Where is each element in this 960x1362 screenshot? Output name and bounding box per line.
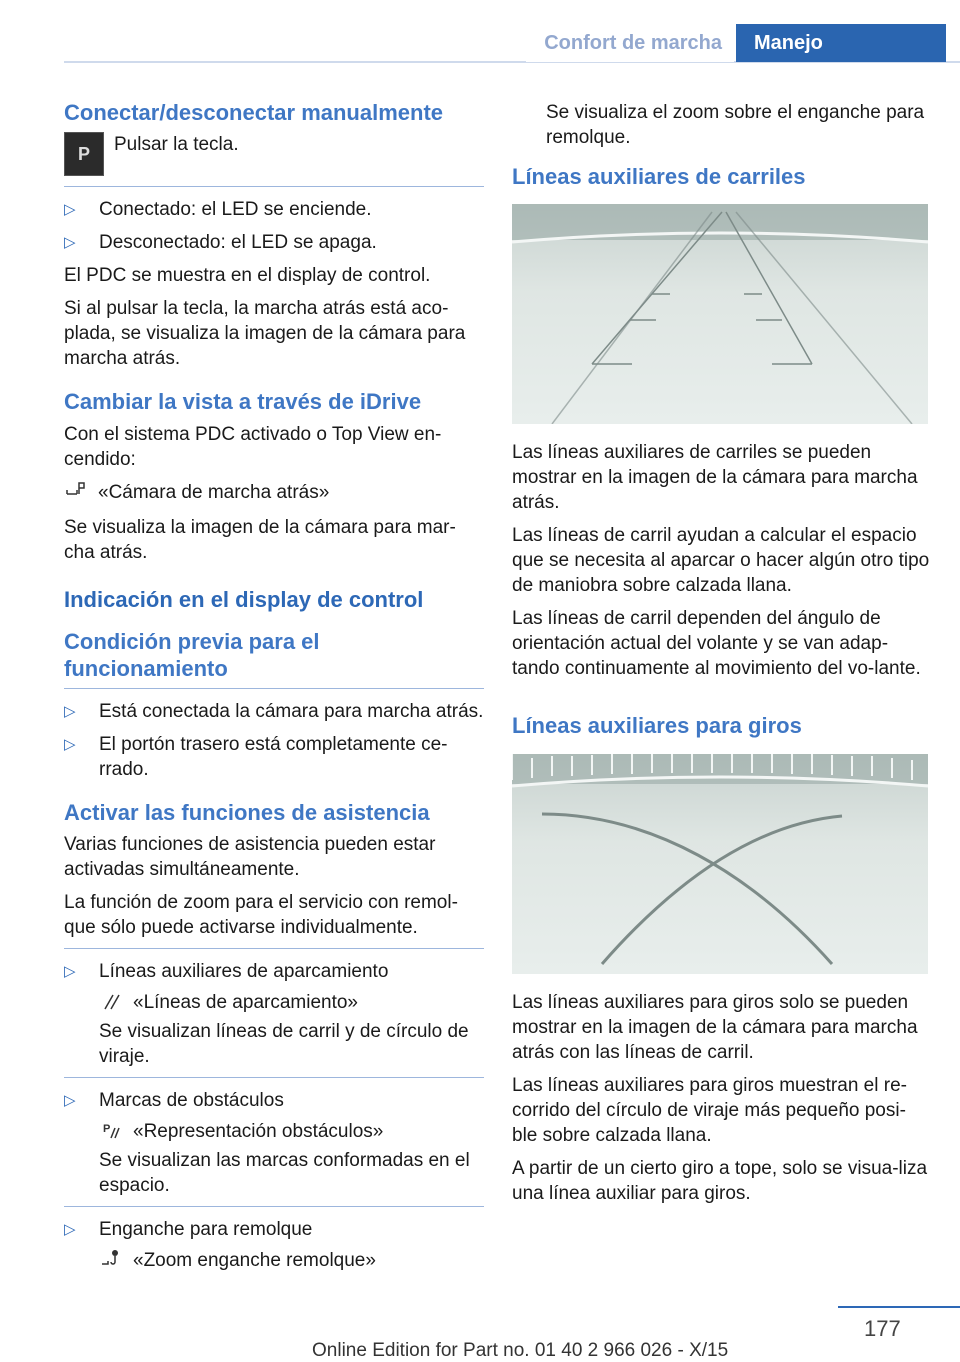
parking-lines-icon <box>99 990 123 1012</box>
list-item: ▷ Desconectado: el LED se apaga. <box>64 232 377 254</box>
list-item <box>64 959 484 1069</box>
press-key-row <box>64 132 484 176</box>
paragraph: Con el sistema PDC activado o Top View en-cendido: <box>64 423 442 470</box>
menu-row <box>99 1119 484 1144</box>
assist-label: Líneas auxiliares de aparcamiento <box>99 961 389 983</box>
heading-manual: Conectar/desconectar manualmente <box>64 100 444 125</box>
paragraph: Las líneas de carril ayudan a calcular el espacio que se necesita al aparcar o hacer algún otro tipo de maniobra sobre calzada llana. <box>512 525 930 597</box>
svg-text:P: P <box>103 1123 111 1136</box>
assist-label: Enganche para remolque <box>99 1219 313 1241</box>
bullet-icon: ▷ <box>64 201 76 219</box>
assist-label: Marcas de obstáculos <box>99 1090 284 1112</box>
paragraph: Las líneas de carril dependen del ángulo de orientación actual del volante y se van adap-tando continuamente al movimiento del vo-lante. <box>512 608 921 680</box>
chapter-tab[interactable]: Manejo <box>736 24 946 62</box>
heading-lane-lines: Líneas auxiliares de carriles <box>512 164 806 189</box>
page-number: 177 <box>864 1316 901 1341</box>
separator <box>64 186 484 187</box>
bullet-icon: ▷ <box>64 1221 76 1239</box>
online-edition-note: Online Edition for Part no. 01 40 2 966 026 - X/15 <box>312 1340 729 1361</box>
footer-rule <box>838 1306 960 1308</box>
menu-item-parking-lines[interactable]: «Líneas de aparcamiento» <box>133 992 358 1014</box>
menu-row <box>99 1248 484 1273</box>
bullet-icon: ▷ <box>64 735 76 753</box>
bullet-icon: ▷ <box>64 702 76 720</box>
menu-row <box>99 990 484 1015</box>
lane-lines-graphic <box>512 204 928 424</box>
paragraph: La función de zoom para el servicio con remol-que sólo puede activarse individualmente. <box>64 892 458 939</box>
paragraph: Varias funciones de asistencia pueden estar activadas simultáneamente. <box>64 834 436 881</box>
assist-desc: Se visualizan líneas de carril y de círculo de viraje. <box>99 1021 469 1068</box>
bullet-icon: ▷ <box>64 963 76 981</box>
heading-activate: Activar las funciones de asistencia <box>64 799 430 825</box>
right-column <box>512 100 930 1214</box>
heading-turn-lines: Líneas auxiliares para giros <box>512 713 802 739</box>
separator <box>64 1206 484 1207</box>
paragraph: El PDC se muestra en el display de control. <box>64 265 431 287</box>
heading-indication: Indicación en el display de control <box>64 586 424 612</box>
bullet-icon: ▷ <box>64 1092 76 1110</box>
list-item: ▷ Está conectada la cámara para marcha atrás. <box>64 700 484 722</box>
heading-change-view: Cambiar la vista a través de iDrive <box>64 389 422 415</box>
hitch-icon <box>99 1248 123 1270</box>
separator <box>64 948 484 949</box>
section-tab[interactable]: Confort de marcha <box>526 24 734 62</box>
paragraph: Las líneas auxiliares para giros solo se pueden mostrar en la imagen de la cámara para marcha atrás con las líneas de carril. <box>512 991 918 1063</box>
obstacle-icon <box>99 1119 123 1141</box>
lane-lines-image <box>512 204 928 424</box>
bullet-icon: ▷ <box>64 234 76 252</box>
pdc-key-icon: P <box>64 132 104 176</box>
assist-desc: Se visualizan las marcas conformadas en el espacio. <box>99 1150 470 1197</box>
paragraph: Las líneas auxiliares de carriles se pueden mostrar en la imagen de la cámara para marcha atrás. <box>512 442 918 514</box>
list-item: ▷ El portón trasero está completamente ce-rrado. <box>64 733 448 780</box>
press-key-text: Pulsar la tecla. <box>114 134 239 156</box>
camera-icon <box>64 480 88 502</box>
menu-item-camera[interactable]: «Cámara de marcha atrás» <box>98 481 330 503</box>
left-column <box>64 100 484 1281</box>
separator <box>64 688 484 689</box>
turn-lines-image <box>512 754 928 974</box>
menu-row <box>64 480 484 505</box>
paragraph: Se visualiza el zoom sobre el enganche para remolque. <box>546 102 925 148</box>
list-item: ▷ Conectado: el LED se enciende. <box>64 199 372 221</box>
paragraph: Si al pulsar la tecla, la marcha atrás está aco-plada, se visualiza la imagen de la cámara para marcha atrás. <box>64 298 466 370</box>
heading-condition: Condición previa para el funcionamiento <box>64 629 320 681</box>
paragraph: Las líneas auxiliares para giros muestran el re-corrido del círculo de viraje más pequeño posi-ble sobre calzada llana. <box>512 1074 907 1146</box>
turn-lines-graphic <box>512 754 928 974</box>
list-item <box>64 1217 484 1273</box>
paragraph: A partir de un cierto giro a tope, solo se visua-liza una línea auxiliar para giros. <box>512 1157 928 1204</box>
list-item <box>64 1088 484 1198</box>
menu-item-hitch-zoom[interactable]: «Zoom enganche remolque» <box>133 1250 376 1272</box>
paragraph: Se visualiza la imagen de la cámara para mar-cha atrás. <box>64 516 456 563</box>
separator <box>64 1077 484 1078</box>
menu-item-obstacles[interactable]: «Representación obstáculos» <box>133 1121 384 1143</box>
